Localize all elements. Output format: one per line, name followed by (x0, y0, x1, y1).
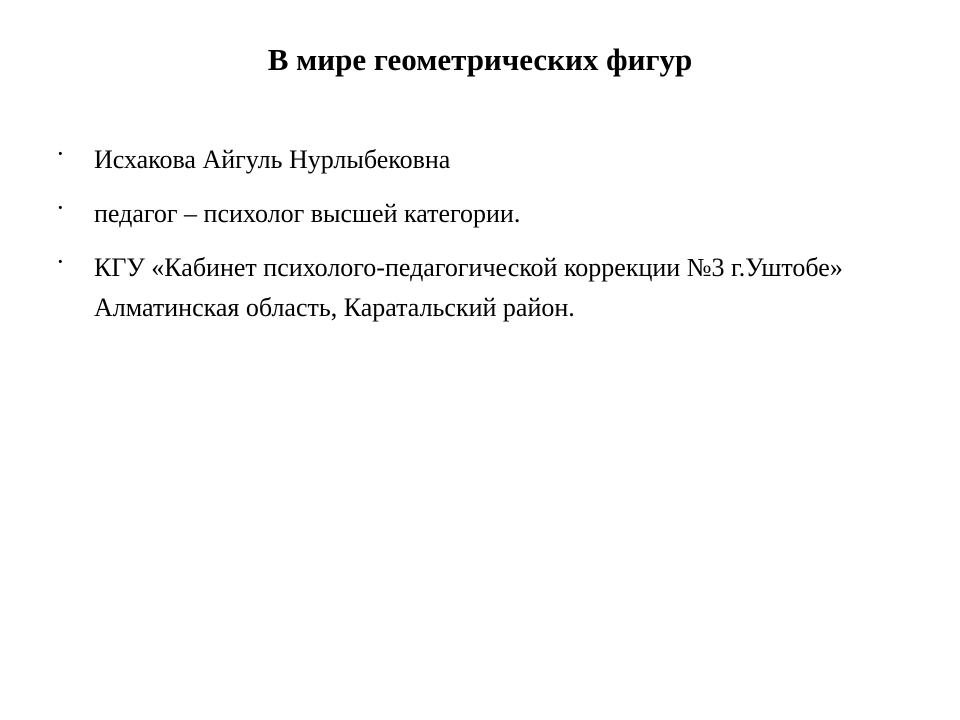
bullet-item-position (56, 194, 916, 234)
bullet-dot-icon: · (56, 139, 65, 168)
bullet-item-organization (56, 248, 916, 328)
bullet-dot-icon: · (56, 193, 65, 222)
bullet-dot-icon: · (56, 247, 65, 276)
bullet-list (56, 140, 916, 342)
author-organization: КГУ «Кабинет психолого-педагогической коррекции №3 г.Уштобе» Алматинская область, Каратальский район. (94, 253, 843, 322)
author-name: Исхакова Айгуль Нурлыбековна (94, 145, 451, 174)
bullet-item-author (56, 140, 916, 180)
slide-title: В мире геометрических фигур (267, 42, 693, 77)
author-position: педагог – психолог высшей категории. (94, 199, 521, 228)
